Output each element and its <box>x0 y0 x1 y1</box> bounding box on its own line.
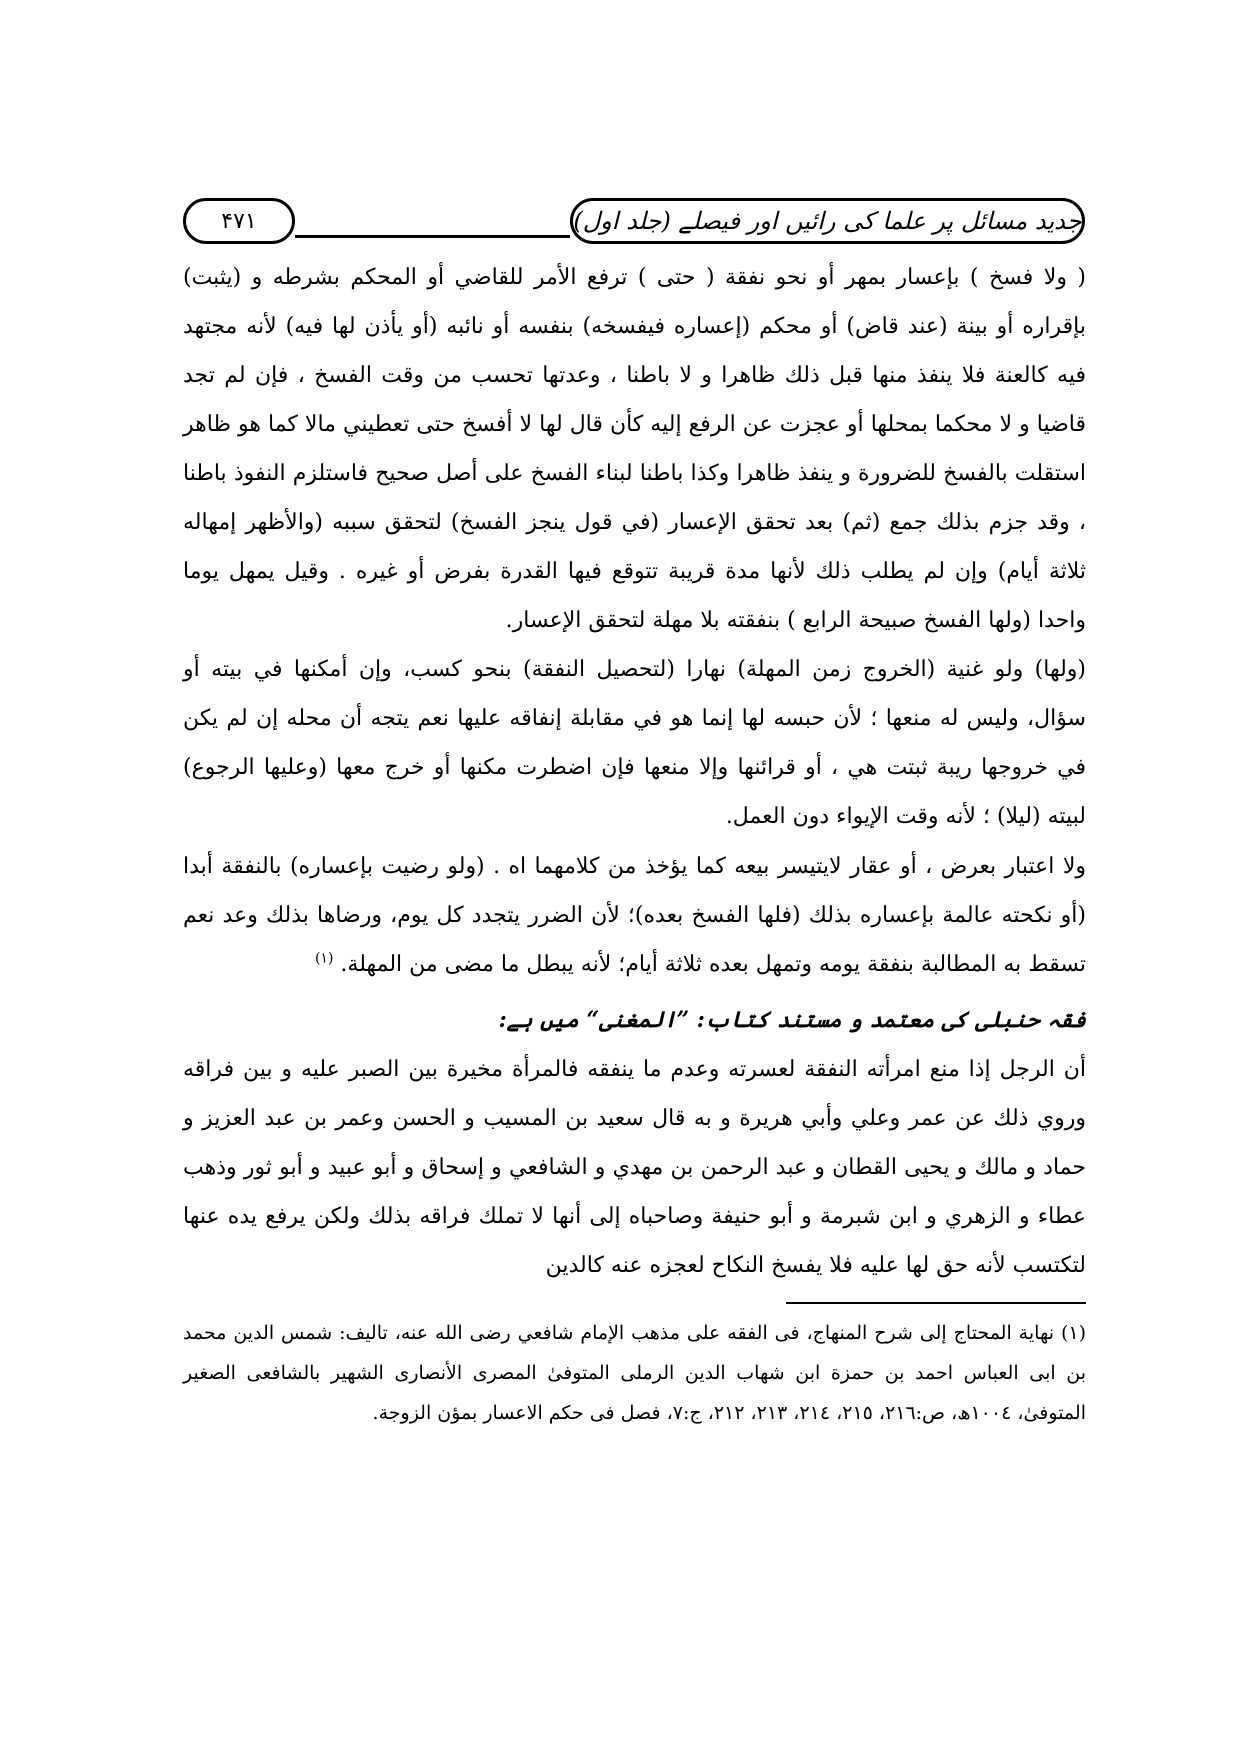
footnote-reference[interactable]: (۱) <box>314 950 334 967</box>
paragraph-3-text: ولا اعتبار بعرض ، أو عقار لايتيسر بيعه كما يؤخذ من كلامهما اه . (ولو رضيت بإعساره) بالنفقة أبدا (أو نكحته عالمة بإعساره بذلك (فلها الفسخ بعده)؛ لأن الضرر يتجدد كل يوم، ورضاها بذلك وعد نعم تسقط به المطالبة بنفقة يومه وتمهل بعده ثلاثة أيام؛ لأنه يبطل ما مضى من المهلة. <box>183 854 1086 977</box>
footnote <box>183 1313 1086 1433</box>
paragraph-4-text: أن الرجل إذا منع امرأته النفقة لعسرته وعدم ما ينفقه فالمرأة مخيرة بين الصبر عليه و بين فراقه وروي ذلك عن عمر وعلي وأبي هريرة و به قال سعيد بن المسيب و الحسن وعمر بن عبد العزيز و حماد و مالك و يحيى القطان و عبد الرحمن بن مهدي و الشافعي و إسحاق و أبو عبيد و أبو ثور وذهب عطاء و الزهري و ابن شبرمة و أبو حنيفة وصاحباه إلى أنها لا تملك فراقه بذلك ولكن يرفع يده عنها لتكتسب لأنه حق لها عليه فلا يفسخ النكاح لعجزه عنه كالدين <box>183 1057 1086 1278</box>
paragraph-1 <box>183 253 1086 645</box>
footnote-divider <box>786 1302 1086 1304</box>
footnote-number: (۱) <box>1060 1322 1086 1344</box>
footnote-text: نهاية المحتاج إلى شرح المنهاج، فى الفقه على مذهب الإمام شافعي رضى الله عنه، تاليف: شمس الدين محمد بن ابى العباس احمد بن حمزة ابن شهاب الدين الرملى المتوفىٰ المصرى الأنصارى الشهير بالشافعى الصغير المتوفىٰ، ١٠٠٤ھ، ص:٢١٦، ٢١٥، ٢١٤، ٢١٣، ٢١٢، ج:٧، فصل فى حكم الاعسار بمؤن الزوجة. <box>183 1322 1086 1424</box>
paragraph-1-text: ( ولا فسخ ) بإعسار بمهر أو نحو نفقة ( حتى ) ترفع الأمر للقاضي أو المحكم بشرطه و (يثبت) بإقراره أو بينة (عند قاض) أو محكم (إعساره فيفسخه) بنفسه أو نائبه (أو يأذن لها فيه) لأنه مجتهد فيه كالعنة فلا ينفذ منها قبل ذلك ظاهرا و لا باطنا ، وعدتها تحسب من وقت الفسخ ، فإن لم تجد قاضيا و لا محكما بمحلها أو عجزت عن الرفع إليه كأن قال لها لا أفسخ حتى تعطيني مالا كما هو ظاهر استقلت بالفسخ للضرورة و ينفذ ظاهرا وكذا باطنا لبناء الفسخ على أصل صحيح فاستلزم النفوذ باطنا ، وقد جزم بذلك جمع (ثم) بعد تحقق الإعسار (في قول ينجز الفسخ) لتحقق سببه (والأظهر إمهاله ثلاثة أيام) وإن لم يطلب ذلك لأنها مدة قريبة تتوقع فيها القدرة بفرض أو غيره . وقيل يمهل يوما واحدا (ولها الفسخ صبيحة الرابع ) بنفقته بلا مهلة لتحقق الإعسار. <box>183 265 1086 633</box>
paragraph-3 <box>183 842 1086 989</box>
section-heading: فقہ حنبلی کی معتمد و مستند کتاب: ”المغنی“ میں ہے: <box>498 1007 1086 1033</box>
paragraph-2-text: (ولها) ولو غنية (الخروج زمن المهلة) نهارا (لتحصيل النفقة) بنحو كسب، وإن أمكنها في بيته أو سؤال، وليس له منعها ؛ لأن حبسه لها إنما هو في مقابلة إنفاقه عليها نعم يتجه أن محله إن لم يكن في خروجها ريبة ثبتت هي ، أو قرائنها وإلا منعها فإن اضطرت مكنها أو خرج معها (وعليها الرجوع) لبيته (ليلا) ؛ لأنه وقت الإيواء دون العمل. <box>183 657 1086 829</box>
header-connector-line <box>295 235 570 238</box>
paragraph-2 <box>183 645 1086 841</box>
paragraph-4 <box>183 1045 1086 1290</box>
page-number: ۴۷۱ <box>183 198 295 244</box>
running-header-title: جدید مسائل پر علما کی رائیں اور فیصلے (جلد اول) <box>570 198 1085 244</box>
